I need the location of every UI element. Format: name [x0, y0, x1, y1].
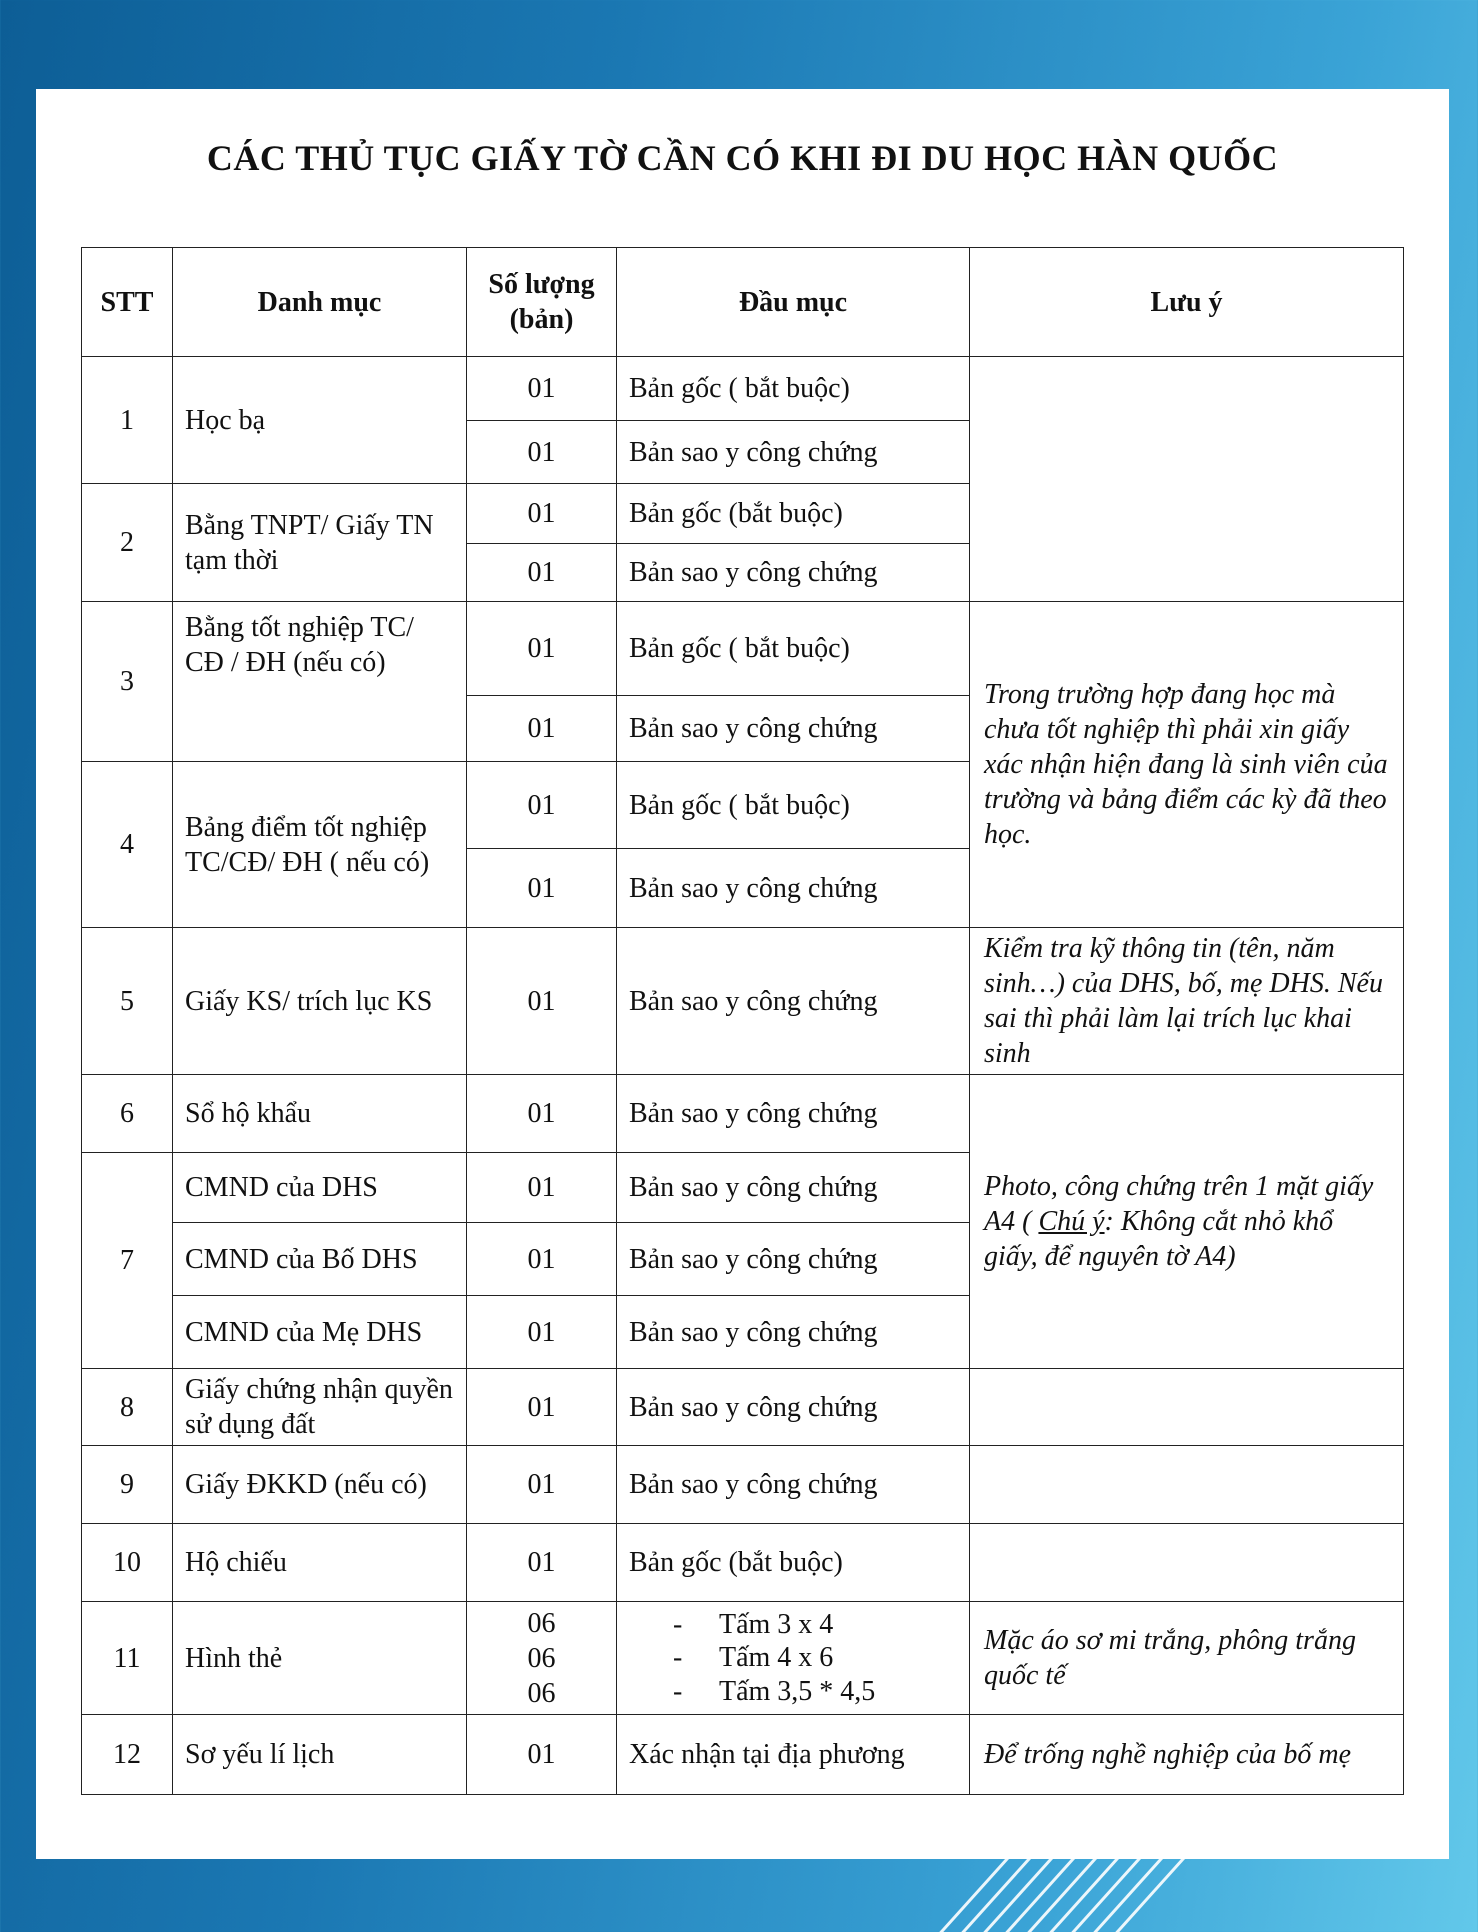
cell-so-luong: 01	[467, 544, 617, 602]
cell-stt: 4	[82, 762, 173, 928]
cell-dau-muc: Bản sao y công chứng	[617, 1075, 970, 1153]
cell-dau-muc: Bản gốc ( bắt buộc)	[617, 602, 970, 696]
cell-danh-muc: Bằng TNPT/ Giấy TN tạm thời	[173, 484, 467, 602]
cell-stt: 3	[82, 602, 173, 762]
table-row	[82, 1602, 1404, 1715]
photo-qty: 06	[527, 1677, 556, 1709]
page-title: CÁC THỦ TỤC GIẤY TỜ CẦN CÓ KHI ĐI DU HỌC HÀN QUỐC	[206, 138, 1279, 178]
table-row	[82, 1075, 1404, 1153]
cell-danh-muc: Hộ chiếu	[173, 1524, 467, 1602]
documents-table	[81, 247, 1404, 1795]
cell-luu-y-cv-note: Để trống nghề nghiệp của bố mẹ	[970, 1715, 1404, 1795]
cell-so-luong: 01	[467, 1153, 617, 1223]
cell-dau-muc: Bản gốc ( bắt buộc)	[617, 762, 970, 849]
cell-dau-muc: Bản gốc (bắt buộc)	[617, 1524, 970, 1602]
cell-so-luong: 01	[467, 602, 617, 696]
header-stt: STT	[82, 248, 173, 357]
cell-dau-muc: Bản gốc ( bắt buộc)	[617, 357, 970, 421]
cell-so-luong: 01	[467, 357, 617, 421]
cell-so-luong: 01	[467, 696, 617, 762]
photo-qty: 06	[527, 1607, 556, 1639]
cell-so-luong: 01	[467, 1715, 617, 1795]
cell-luu-y-birth-note: Kiểm tra kỹ thông tin (tên, năm sinh…) của DHS, bố, mẹ DHS. Nếu sai thì phải làm lại trích lục khai sinh	[970, 928, 1404, 1075]
table-row	[82, 1715, 1404, 1795]
cell-dau-muc: Bản sao y công chứng	[617, 1153, 970, 1223]
header-so-luong	[467, 248, 617, 357]
cell-luu-y-empty	[970, 1369, 1404, 1446]
photo-size-item: - Tấm 3 x 4	[673, 1608, 957, 1642]
cell-dau-muc: Bản sao y công chứng	[617, 421, 970, 484]
cell-dau-muc: Bản sao y công chứng	[617, 1369, 970, 1446]
table-row	[82, 1524, 1404, 1602]
photo-note-text-end: : Không cắt nhỏ khổ giấy, để nguyên tờ A4)	[984, 1206, 1334, 1272]
table-header-row	[82, 248, 1404, 357]
cell-dau-muc: Bản sao y công chứng	[617, 1296, 970, 1369]
cell-danh-muc: CMND của Mẹ DHS	[173, 1296, 467, 1369]
cell-danh-muc: Bảng điểm tốt nghiệp TC/CĐ/ ĐH ( nếu có)	[173, 762, 467, 928]
cell-stt: 2	[82, 484, 173, 602]
table-row	[82, 928, 1404, 1075]
cell-stt: 9	[82, 1446, 173, 1524]
cell-danh-muc: Học bạ	[173, 357, 467, 484]
cell-dau-muc: Bản sao y công chứng	[617, 1446, 970, 1524]
cell-danh-muc: Bằng tốt nghiệp TC/ CĐ / ĐH (nếu có)	[173, 602, 467, 762]
cell-so-luong: 01	[467, 1223, 617, 1296]
cell-dau-muc: Bản sao y công chứng	[617, 544, 970, 602]
header-so-luong-line2: (bản)	[509, 304, 574, 335]
cell-so-luong: 01	[467, 928, 617, 1075]
cell-so-luong: 01	[467, 1296, 617, 1369]
cell-danh-muc: Giấy ĐKKD (nếu có)	[173, 1446, 467, 1524]
cell-danh-muc: Giấy KS/ trích lục KS	[173, 928, 467, 1075]
cell-stt: 7	[82, 1153, 173, 1369]
cell-luu-y-photo-attire: Mặc áo sơ mi trắng, phông trắng quốc tế	[970, 1602, 1404, 1715]
cell-danh-muc: CMND của DHS	[173, 1153, 467, 1223]
photo-note-attention: Chú ý	[1038, 1206, 1105, 1237]
table-row	[82, 1446, 1404, 1524]
header-so-luong-line1: Số lượng	[488, 269, 595, 300]
photo-size-list	[629, 1608, 957, 1709]
photo-qty: 06	[527, 1642, 556, 1674]
cell-so-luong: 01	[467, 849, 617, 928]
cell-dau-muc: Bản sao y công chứng	[617, 1223, 970, 1296]
cell-luu-y-student-note: Trong trường hợp đang học mà chưa tốt nghiệp thì phải xin giấy xác nhận hiện đang là sinh viên của trường và bảng điểm các kỳ đã theo học.	[970, 602, 1404, 928]
cell-danh-muc: Sổ hộ khẩu	[173, 1075, 467, 1153]
cell-so-luong: 01	[467, 1524, 617, 1602]
cell-so-luong: 01	[467, 1075, 617, 1153]
header-dau-muc: Đầu mục	[617, 248, 970, 357]
photo-size-item: - Tấm 3,5 * 4,5	[673, 1675, 957, 1709]
cell-stt: 11	[82, 1602, 173, 1715]
table-row	[82, 1369, 1404, 1446]
cell-danh-muc: Hình thẻ	[173, 1602, 467, 1715]
cell-luu-y-photo-note	[970, 1075, 1404, 1369]
cell-dau-muc: Bản gốc (bắt buộc)	[617, 484, 970, 544]
cell-danh-muc: CMND của Bố DHS	[173, 1223, 467, 1296]
cell-so-luong: 01	[467, 1446, 617, 1524]
cell-so-luong: 01	[467, 484, 617, 544]
header-luu-y: Lưu ý	[970, 248, 1404, 357]
cell-luu-y-empty	[970, 1446, 1404, 1524]
table-row	[82, 602, 1404, 696]
cell-danh-muc: Sơ yếu lí lịch	[173, 1715, 467, 1795]
photo-note-text: Photo, công chứng trên 1 mặt giấy A4 (	[984, 1171, 1374, 1237]
cell-so-luong: 01	[467, 421, 617, 484]
cell-stt: 6	[82, 1075, 173, 1153]
cell-dau-muc	[617, 1602, 970, 1715]
cell-stt: 12	[82, 1715, 173, 1795]
cell-luu-y-empty	[970, 357, 1404, 602]
decorative-stripes	[920, 1859, 1478, 1932]
cell-so-luong: 01	[467, 762, 617, 849]
cell-so-luong: 01	[467, 1369, 617, 1446]
document-card	[36, 89, 1449, 1859]
cell-stt: 1	[82, 357, 173, 484]
cell-dau-muc: Xác nhận tại địa phương	[617, 1715, 970, 1795]
photo-size-item: - Tấm 4 x 6	[673, 1641, 957, 1675]
cell-stt: 10	[82, 1524, 173, 1602]
cell-stt: 5	[82, 928, 173, 1075]
cell-stt: 8	[82, 1369, 173, 1446]
cell-dau-muc: Bản sao y công chứng	[617, 696, 970, 762]
cell-dau-muc: Bản sao y công chứng	[617, 928, 970, 1075]
cell-dau-muc: Bản sao y công chứng	[617, 849, 970, 928]
cell-so-luong	[467, 1602, 617, 1715]
table-row	[82, 357, 1404, 421]
header-danh-muc: Danh mục	[173, 248, 467, 357]
cell-danh-muc: Giấy chứng nhận quyền sử dụng đất	[173, 1369, 467, 1446]
cell-luu-y-empty	[970, 1524, 1404, 1602]
